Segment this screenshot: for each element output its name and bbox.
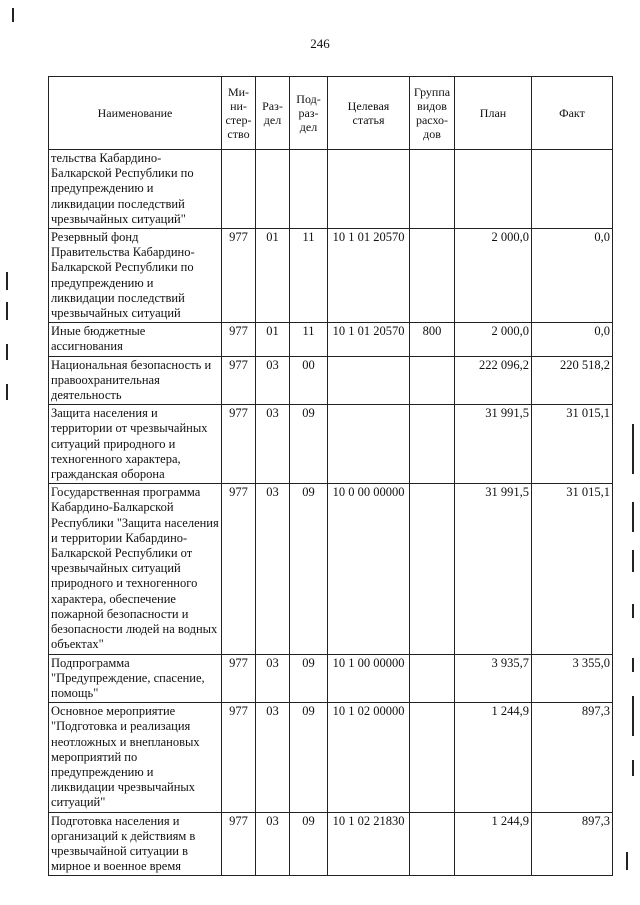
cell-ministry: 977 [222,323,256,356]
table-row [49,356,613,405]
cell-fact: 220 518,2 [532,356,613,405]
table-header-row [49,77,613,150]
cell-expense-group [410,703,455,812]
table-row [49,323,613,356]
cell-plan: 31 991,5 [455,405,532,484]
cell-plan: 222 096,2 [455,356,532,405]
cell-plan: 3 935,7 [455,654,532,703]
cell-ministry: 977 [222,812,256,876]
cell-ministry: 977 [222,356,256,405]
scan-edge-mark [6,272,8,290]
cell-plan: 1 244,9 [455,703,532,812]
table-row [49,150,613,229]
cell-expense-group [410,229,455,323]
cell-target [328,150,410,229]
cell-section: 03 [256,405,290,484]
cell-section: 03 [256,484,290,654]
table-body [49,150,613,876]
cell-expense-group [410,812,455,876]
cell-fact: 31 015,1 [532,405,613,484]
cell-section: 03 [256,812,290,876]
cell-plan: 31 991,5 [455,484,532,654]
cell-subsection: 09 [290,405,328,484]
cell-subsection: 09 [290,703,328,812]
table-row [49,654,613,703]
scan-edge-mark [6,344,8,360]
header-section [256,77,290,150]
scan-edge-mark [12,8,14,22]
cell-name: Национальная безопасность и правоохранительная деятельность [49,356,222,405]
cell-expense-group: 800 [410,323,455,356]
cell-target [328,356,410,405]
scan-edge-mark [632,658,634,672]
cell-target: 10 1 02 21830 [328,812,410,876]
header-subsection-label: Под- раз- дел [296,92,321,134]
cell-fact: 3 355,0 [532,654,613,703]
scan-edge-mark [632,696,634,736]
cell-name: Основное мероприятие "Подготовка и реализация неотложных и внеплановых мероприятий по предупреждению и ликвидации чрезвычайных ситуаций" [49,703,222,812]
cell-section: 03 [256,703,290,812]
cell-expense-group [410,150,455,229]
header-target-label: Целевая статья [347,99,390,127]
table-row [49,812,613,876]
cell-subsection: 00 [290,356,328,405]
cell-subsection: 09 [290,812,328,876]
cell-subsection [290,150,328,229]
cell-target: 10 1 01 20570 [328,229,410,323]
scan-edge-mark [626,852,628,870]
header-expense-group [410,77,455,150]
cell-section: 01 [256,323,290,356]
page-number: 246 [310,36,330,51]
cell-target: 10 1 01 20570 [328,323,410,356]
cell-plan: 1 244,9 [455,812,532,876]
cell-section [256,150,290,229]
header-plan [455,77,532,150]
cell-expense-group [410,356,455,405]
header-fact-label: Факт [559,106,585,120]
budget-table [48,76,613,876]
cell-target: 10 1 00 00000 [328,654,410,703]
scan-edge-mark [6,302,8,320]
table-row [49,703,613,812]
header-ministry-label: Ми- ни- стер- ство [225,85,252,141]
cell-name: Резервный фонд Правительства Кабардино-Балкарской Республики по предупреждению и ликвидации последствий чрезвычайных ситуаций [49,229,222,323]
cell-expense-group [410,484,455,654]
header-name [49,77,222,150]
cell-fact: 0,0 [532,229,613,323]
cell-section: 03 [256,356,290,405]
cell-ministry: 977 [222,484,256,654]
cell-ministry: 977 [222,654,256,703]
cell-target: 10 0 00 00000 [328,484,410,654]
cell-fact: 897,3 [532,703,613,812]
cell-fact: 0,0 [532,323,613,356]
cell-plan: 2 000,0 [455,229,532,323]
cell-plan [455,150,532,229]
header-plan-label: План [479,106,507,120]
table-row [49,229,613,323]
cell-subsection: 11 [290,323,328,356]
cell-name: Государственная программа Кабардино-Балкарской Республики "Защита населения и территории Кабардино-Балкарской Республики от чрезвычайных ситуаций природного и техногенного характера, обеспечение пожарной безопасности и безопасности людей на водных объектах" [49,484,222,654]
cell-fact: 31 015,1 [532,484,613,654]
cell-ministry: 977 [222,229,256,323]
cell-fact [532,150,613,229]
cell-fact: 897,3 [532,812,613,876]
header-ministry [222,77,256,150]
scan-edge-mark [632,604,634,618]
scan-edge-mark [632,502,634,532]
cell-expense-group [410,654,455,703]
scan-edge-mark [632,550,634,572]
cell-target [328,405,410,484]
header-expense-group-label: Группа видов расхо- дов [413,85,451,141]
header-target [328,77,410,150]
table-row [49,484,613,654]
cell-name: Подпрограмма "Предупреждение, спасение, помощь" [49,654,222,703]
cell-target: 10 1 02 00000 [328,703,410,812]
header-name-label: Наименование [97,106,173,120]
cell-section: 01 [256,229,290,323]
header-fact [532,77,613,150]
cell-name: Подготовка населения и организаций к действиям в чрезвычайной ситуации в мирное и военное время [49,812,222,876]
header-subsection [290,77,328,150]
cell-ministry [222,150,256,229]
cell-subsection: 09 [290,654,328,703]
cell-expense-group [410,405,455,484]
header-section-label: Раз- дел [262,99,283,127]
cell-name: Иные бюджетные ассигнования [49,323,222,356]
cell-plan: 2 000,0 [455,323,532,356]
cell-section: 03 [256,654,290,703]
scan-edge-mark [632,760,634,776]
cell-name: Защита населения и территории от чрезвычайных ситуаций природного и техногенного характера, гражданская оборона [49,405,222,484]
table-row [49,405,613,484]
scan-edge-mark [6,384,8,400]
cell-ministry: 977 [222,703,256,812]
cell-ministry: 977 [222,405,256,484]
cell-subsection: 09 [290,484,328,654]
scan-edge-mark [632,424,634,474]
cell-subsection: 11 [290,229,328,323]
cell-name: тельства Кабардино-Балкарской Республики по предупреждению и ликвидации последствий чрезвычайных ситуаций" [49,150,222,229]
